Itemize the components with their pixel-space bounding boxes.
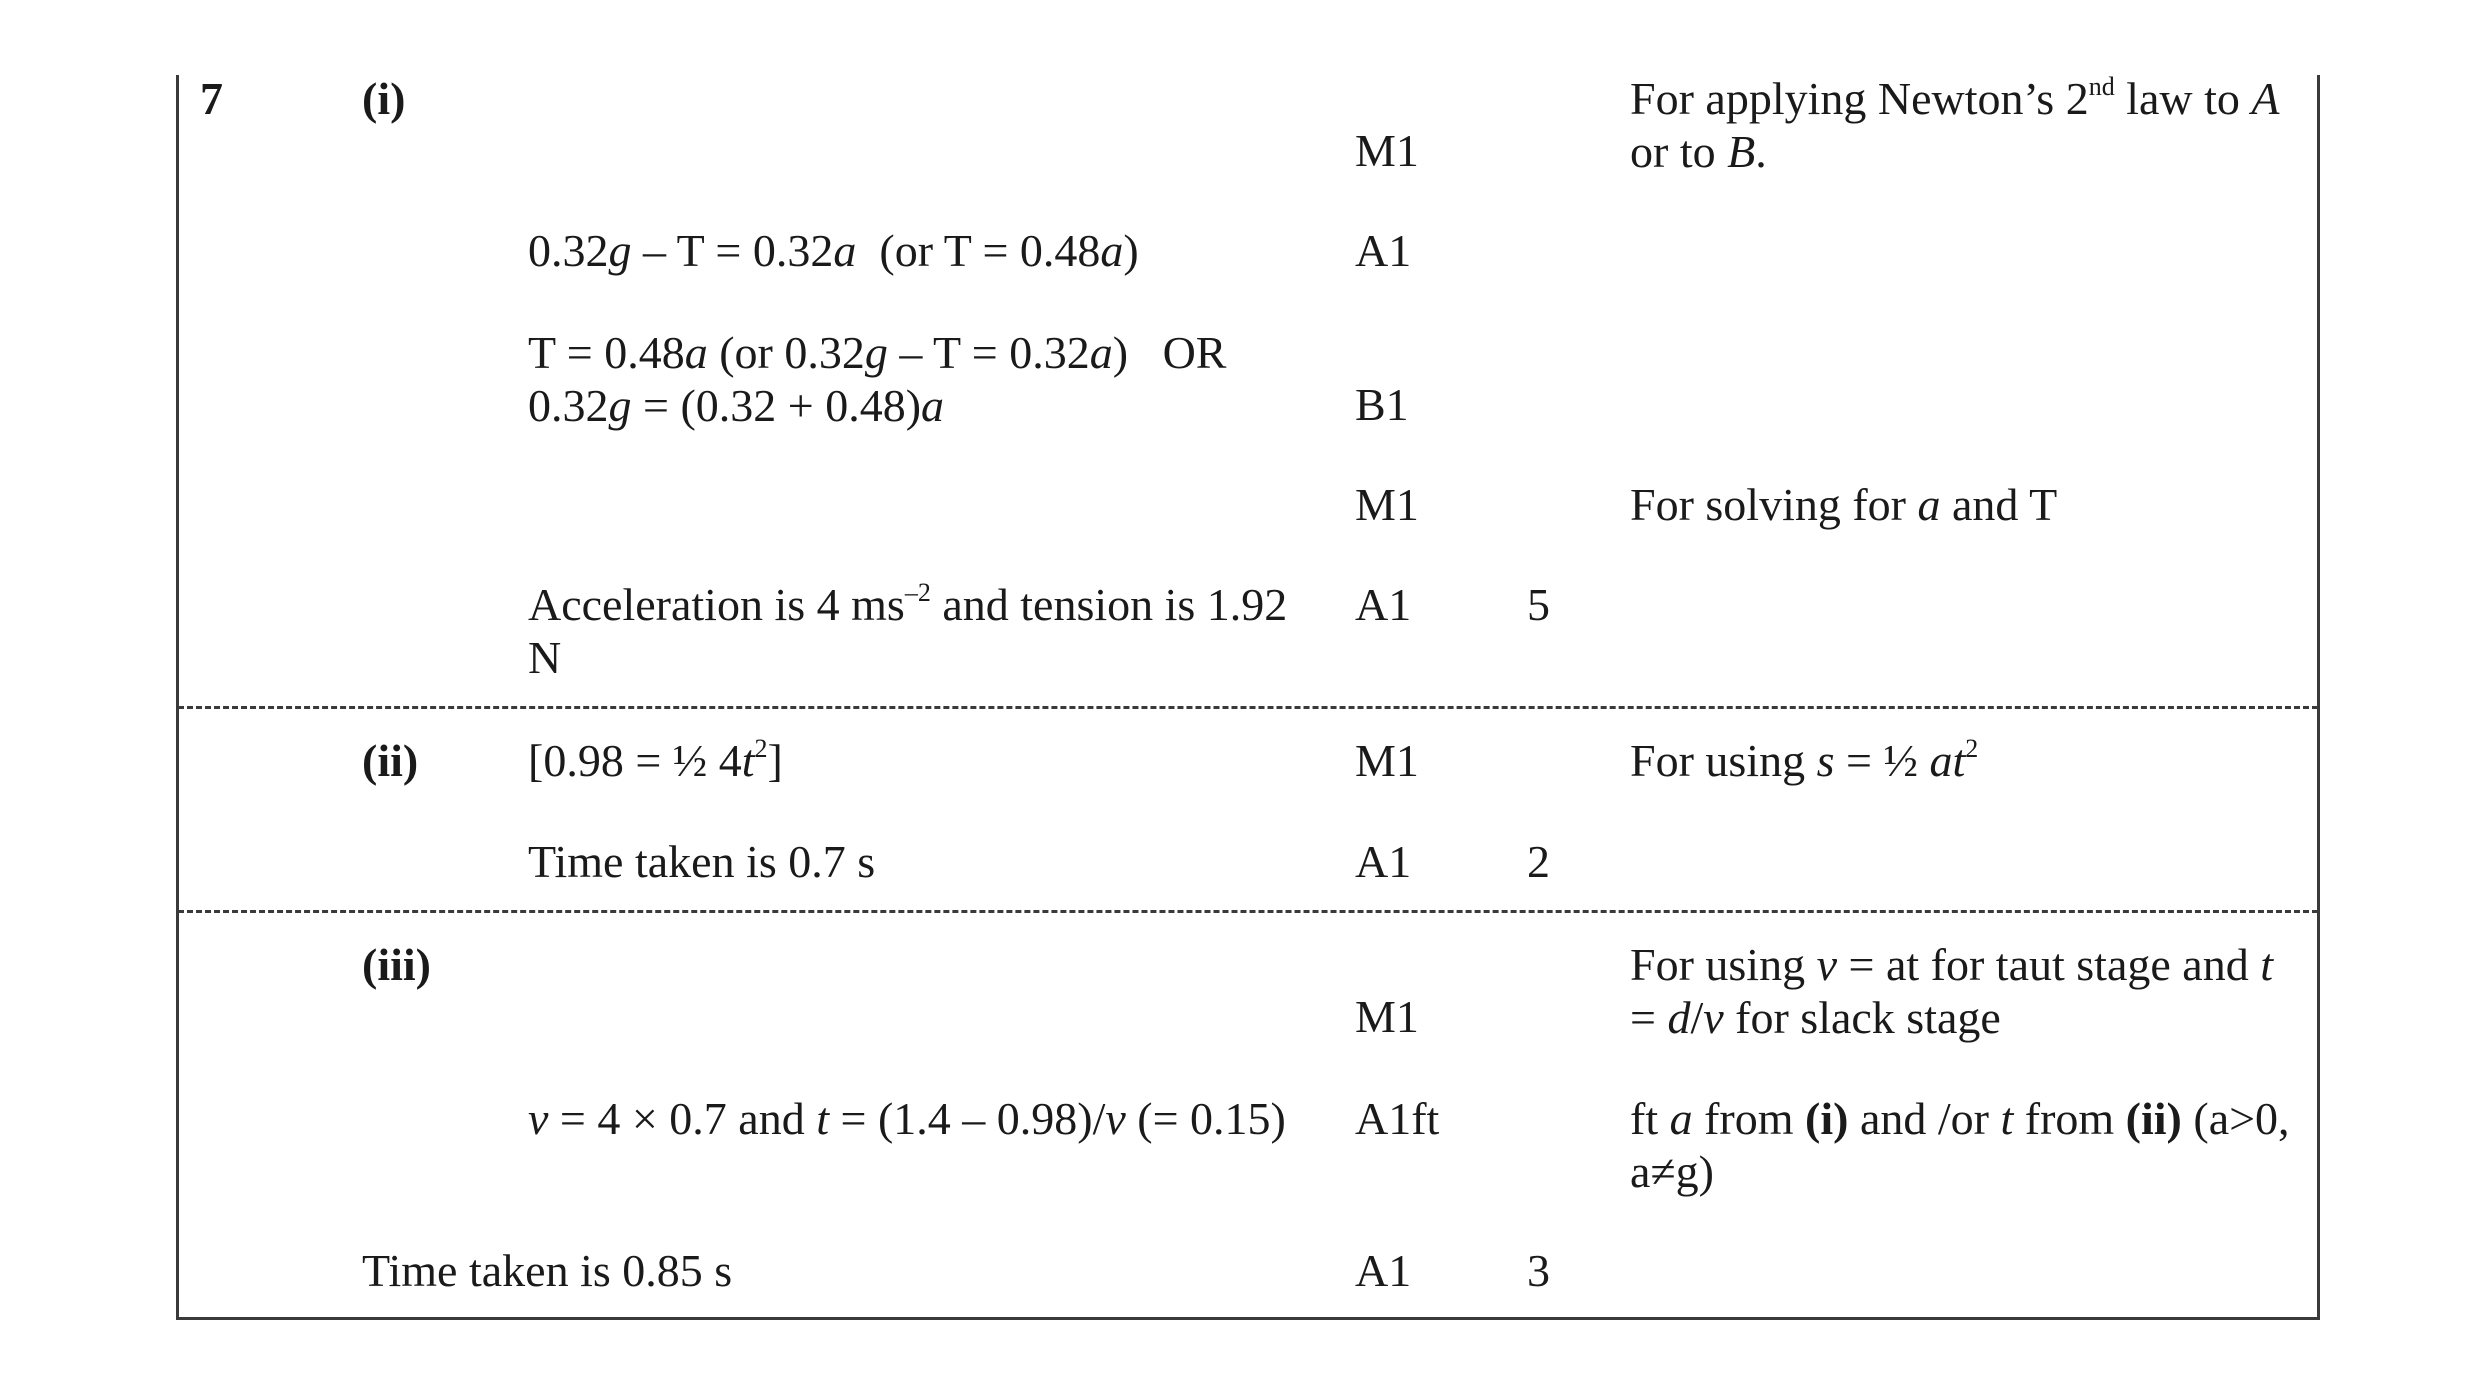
divider-i-ii <box>178 706 2318 709</box>
guidance-iii-1: For using v = at for taut stage and t = d/v for slack stage <box>1630 939 2273 1043</box>
mark-iii-3: A1 <box>1355 1245 1412 1296</box>
mark-i-4: M1 <box>1355 479 1419 530</box>
mark-ii-1: M1 <box>1355 735 1419 786</box>
mark-iii-2: A1ft <box>1355 1093 1440 1144</box>
mark-i-1: M1 <box>1355 125 1419 176</box>
answer-iii-3: Time taken is 0.85 s <box>362 1245 733 1296</box>
bottom-border <box>176 1317 2320 1320</box>
answer-i-2: 0.32g – T = 0.32a (or T = 0.48a) <box>528 225 1139 276</box>
divider-ii-iii <box>178 910 2318 913</box>
part-label-i: (i) <box>362 73 406 124</box>
answer-ii-1: [0.98 = ½ $4t^2$] <box>528 733 783 786</box>
answer-ii-2: Time taken is 0.7 s <box>528 836 876 887</box>
mark-i-5: A1 <box>1355 579 1412 630</box>
left-border <box>176 75 179 1320</box>
total-i: 5 <box>1527 579 1550 630</box>
answer-i-5: Acceleration is 4 $ms^{-2}$ and tension is 1.92 N <box>528 577 1288 683</box>
guidance-i-1: For applying Newton’s 2nd law to A or to B. <box>1630 71 2280 177</box>
part-label-iii: (iii) <box>362 939 431 990</box>
part-label-ii: (ii) <box>362 735 419 786</box>
answer-iii-2: v = 4 × 0.7 and t = (1.4 – 0.98)/v (= 0.15) <box>528 1093 1286 1144</box>
mark-ii-2: A1 <box>1355 836 1412 887</box>
guidance-ii-1: For using s = ½ $at^2$ <box>1630 733 1979 786</box>
guidance-i-4: For solving for a and T <box>1630 479 2058 530</box>
answer-i-3: T = 0.48a (or 0.32g – T = 0.32a) OR 0.32g = (0.32 + 0.48)a <box>528 327 1227 431</box>
mark-i-3: B1 <box>1355 379 1409 430</box>
question-number: 7 <box>200 73 223 124</box>
right-border <box>2317 75 2320 1320</box>
guidance-iii-2: ft a from (i) and /or t from (ii) (a>0, a≠g) <box>1630 1093 2290 1197</box>
mark-i-2: A1 <box>1355 225 1412 276</box>
mark-iii-1: M1 <box>1355 991 1419 1042</box>
total-iii: 3 <box>1527 1245 1550 1296</box>
total-ii: 2 <box>1527 836 1550 887</box>
